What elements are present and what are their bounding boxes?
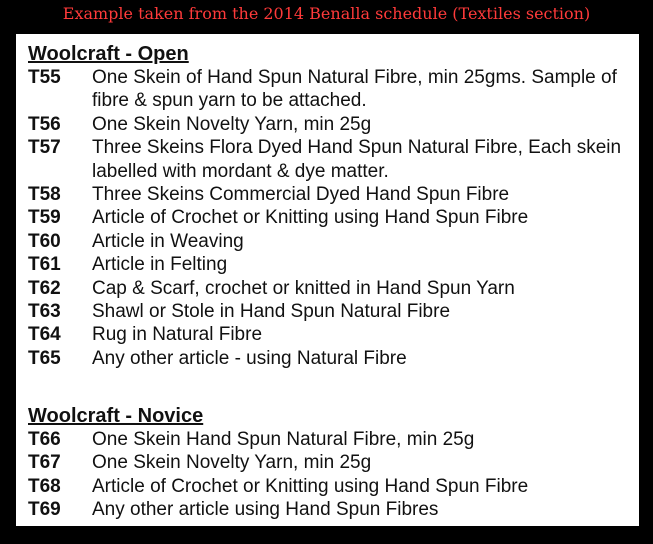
entry-code: T57 <box>28 137 61 159</box>
section-woolcraft-novice <box>28 404 628 522</box>
entry-text: Article in Weaving <box>92 230 244 252</box>
entry-text: One Skein of Hand Spun Natural Fibre, min 25gms. Sample of fibre & spun yarn to be attached. <box>92 67 617 112</box>
schedule-panel <box>14 32 641 528</box>
entry-t60 <box>28 230 628 253</box>
entry-text: One Skein Novelty Yarn, min 25g <box>92 452 372 474</box>
entry-text: One Skein Novelty Yarn, min 25g <box>92 113 372 135</box>
entry-text: Article of Crochet or Knitting using Hand Spun Fibre <box>92 475 529 497</box>
entry-text: Any other article - using Natural Fibre <box>92 347 407 369</box>
entry-code: T63 <box>28 301 61 323</box>
entry-code: T61 <box>28 254 61 276</box>
entry-code: T58 <box>28 184 61 206</box>
entry-t64 <box>28 323 628 346</box>
entry-code: T65 <box>28 347 61 369</box>
entry-t57 <box>28 136 628 183</box>
entry-code: T59 <box>28 207 61 229</box>
entry-t56 <box>28 113 628 136</box>
entry-code: T55 <box>28 67 61 88</box>
entry-code: T67 <box>28 452 61 474</box>
entry-code: T66 <box>28 429 61 450</box>
entry-code: T56 <box>28 113 61 135</box>
entry-text: Article of Crochet or Knitting using Hand Spun Fibre <box>92 207 529 229</box>
entry-code: T69 <box>28 499 61 521</box>
entry-text: Three Skeins Flora Dyed Hand Spun Natural Fibre, Each skein labelled with mordant & dye matter. <box>92 137 622 182</box>
entry-text: One Skein Hand Spun Natural Fibre, min 25g <box>92 429 475 450</box>
section-woolcraft-open <box>28 42 628 370</box>
entry-t67 <box>28 451 628 474</box>
entry-t55 <box>28 66 628 113</box>
entry-text: Rug in Natural Fibre <box>92 324 263 346</box>
entry-text: Shawl or Stole in Hand Spun Natural Fibre <box>92 301 451 323</box>
caption: Example taken from the 2014 Benalla schedule (Textiles section) <box>62 4 591 23</box>
section-heading: Woolcraft - Open <box>28 43 189 65</box>
entry-text: Any other article using Hand Spun Fibres <box>92 499 439 521</box>
entry-t66 <box>28 428 628 451</box>
entry-t68 <box>28 475 628 498</box>
entry-t65 <box>28 347 628 370</box>
entry-t59 <box>28 206 628 229</box>
entry-t69 <box>28 498 628 521</box>
entry-t63 <box>28 300 628 323</box>
entry-code: T60 <box>28 230 61 252</box>
entry-text: Three Skeins Commercial Dyed Hand Spun Fibre <box>92 184 510 206</box>
entry-t61 <box>28 253 628 276</box>
entry-text: Cap & Scarf, crochet or knitted in Hand Spun Yarn <box>92 277 515 299</box>
section-heading: Woolcraft - Novice <box>28 405 204 427</box>
entry-code: T62 <box>28 277 61 299</box>
entry-code: T64 <box>28 324 61 346</box>
entry-code: T68 <box>28 475 61 497</box>
entry-t58 <box>28 183 628 206</box>
entry-text: Article in Felting <box>92 254 228 276</box>
entry-t62 <box>28 277 628 300</box>
